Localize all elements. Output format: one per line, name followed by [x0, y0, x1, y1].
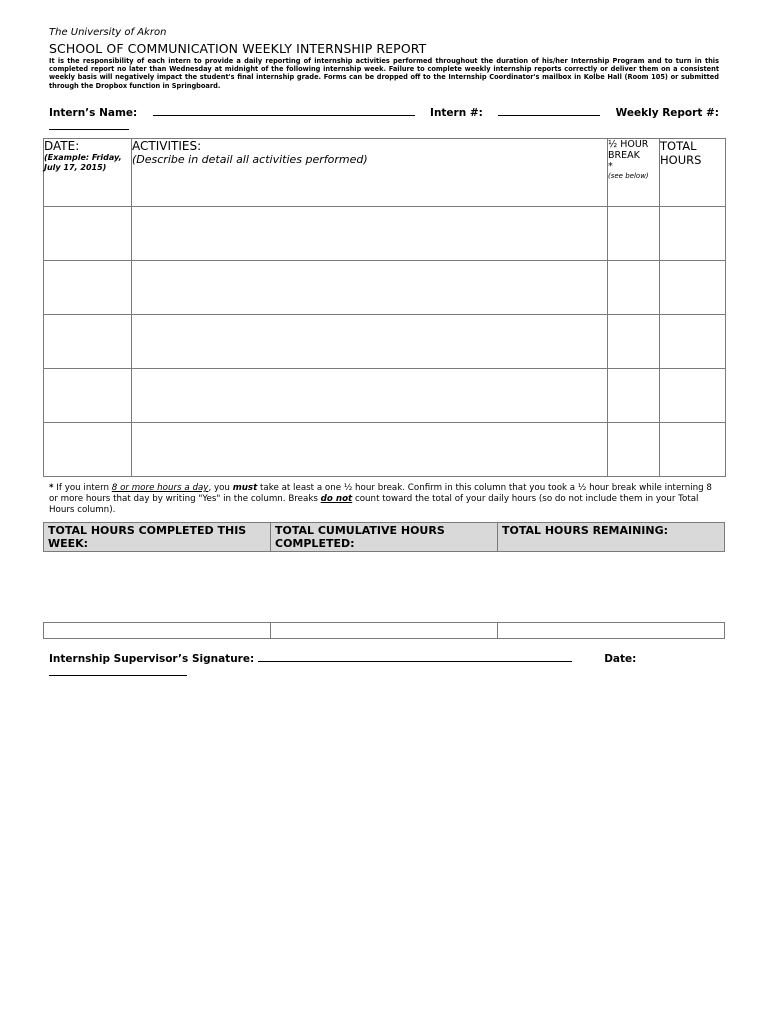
signature-line — [49, 651, 719, 679]
total-hours-remaining-field[interactable] — [498, 623, 725, 639]
total-hours-cell[interactable] — [660, 261, 726, 315]
total-hours-header: TOTAL HOURS — [660, 139, 726, 207]
table-row — [44, 207, 726, 261]
table-row — [44, 315, 726, 369]
break-footnote: * If you intern 8 or more hours a day, you must take at least a one ½ hour break. Confirm in this column that you took a ½ hour break while interning 8 or more hours that day by writing "Yes" in the column. Breaks do not count toward the total of your daily hours (so do not include them in your Total Hours column). — [49, 483, 712, 515]
intern-name-field[interactable] — [153, 105, 415, 116]
date-cell[interactable] — [44, 423, 132, 477]
total-hours-cell[interactable] — [660, 315, 726, 369]
intern-number-label: Intern #: — [430, 107, 483, 119]
footnote-do-not: do not — [320, 494, 353, 504]
break-cell[interactable] — [608, 207, 660, 261]
activities-header: ACTIVITIES: (Describe in detail all activities performed) — [132, 139, 608, 207]
total-hours-cell[interactable] — [660, 369, 726, 423]
date-label: Date: — [604, 653, 637, 665]
table-row — [44, 369, 726, 423]
activities-cell[interactable] — [132, 261, 608, 315]
activity-log-table — [43, 138, 726, 477]
table-row — [44, 423, 726, 477]
totals-value-table — [43, 622, 725, 639]
date-cell[interactable] — [44, 207, 132, 261]
footnote-emphasis: 8 or more hours a day — [111, 483, 209, 493]
half-hour-break-header: ½ HOUR BREAK * (see below) — [608, 139, 660, 207]
page-title: SCHOOL OF COMMUNICATION WEEKLY INTERNSHIP REPORT — [49, 41, 427, 56]
signature-date-field[interactable] — [49, 665, 187, 676]
activities-subheader: (Describe in detail all activities performed) — [132, 153, 368, 166]
date-example: (Example: Friday, July 17, 2015) — [44, 153, 122, 172]
break-asterisk: * — [608, 161, 613, 172]
total-hours-remaining-label: TOTAL HOURS REMAINING: — [498, 523, 725, 552]
intro-paragraph: It is the responsibility of each intern to provide a daily reporting of internship activities performed throughout the duration of his/her Internship Program and to turn in this completed report no later than Wednesday at midnight of the following internship week. Failure to complete weekly internship reports correctly or deliver them on a consistent weekly basis will negatively impact the student's final internship grade. Forms can be dropped off to the Internship Coordinator's mailbox in Kolbe Hall (Room 105) or submitted through the Dropbox function in Springboard. — [49, 57, 719, 90]
break-cell[interactable] — [608, 315, 660, 369]
footnote-must: must — [232, 483, 258, 493]
table-row — [44, 261, 726, 315]
activities-cell[interactable] — [132, 207, 608, 261]
activities-cell[interactable] — [132, 315, 608, 369]
intern-name-label: Intern’s Name: — [49, 107, 138, 119]
total-hours-week-field[interactable] — [44, 623, 271, 639]
totals-header-table — [43, 522, 725, 552]
total-cumulative-hours-label: TOTAL CUMULATIVE HOURS COMPLETED: — [271, 523, 498, 552]
date-cell[interactable] — [44, 369, 132, 423]
break-cell[interactable] — [608, 423, 660, 477]
footnote-asterisk: * — [49, 483, 54, 493]
activities-cell[interactable] — [132, 423, 608, 477]
break-cell[interactable] — [608, 261, 660, 315]
intern-number-field[interactable] — [498, 105, 600, 116]
table-header-row — [44, 139, 726, 207]
total-hours-cell[interactable] — [660, 423, 726, 477]
break-cell[interactable] — [608, 369, 660, 423]
supervisor-signature-field[interactable] — [258, 651, 572, 662]
total-hours-week-label: TOTAL HOURS COMPLETED THIS WEEK: — [44, 523, 271, 552]
date-cell[interactable] — [44, 315, 132, 369]
activities-cell[interactable] — [132, 369, 608, 423]
intern-info-line — [49, 105, 719, 133]
university-name: The University of Akron — [49, 27, 167, 38]
weekly-report-label: Weekly Report #: — [615, 107, 719, 119]
weekly-report-number-field[interactable] — [49, 119, 129, 130]
date-cell[interactable] — [44, 261, 132, 315]
supervisor-signature-label: Internship Supervisor’s Signature: — [49, 653, 255, 665]
total-hours-cell[interactable] — [660, 207, 726, 261]
break-note: (see below) — [608, 172, 649, 180]
date-header: DATE: (Example: Friday, July 17, 2015) — [44, 139, 132, 207]
total-cumulative-hours-field[interactable] — [271, 623, 498, 639]
